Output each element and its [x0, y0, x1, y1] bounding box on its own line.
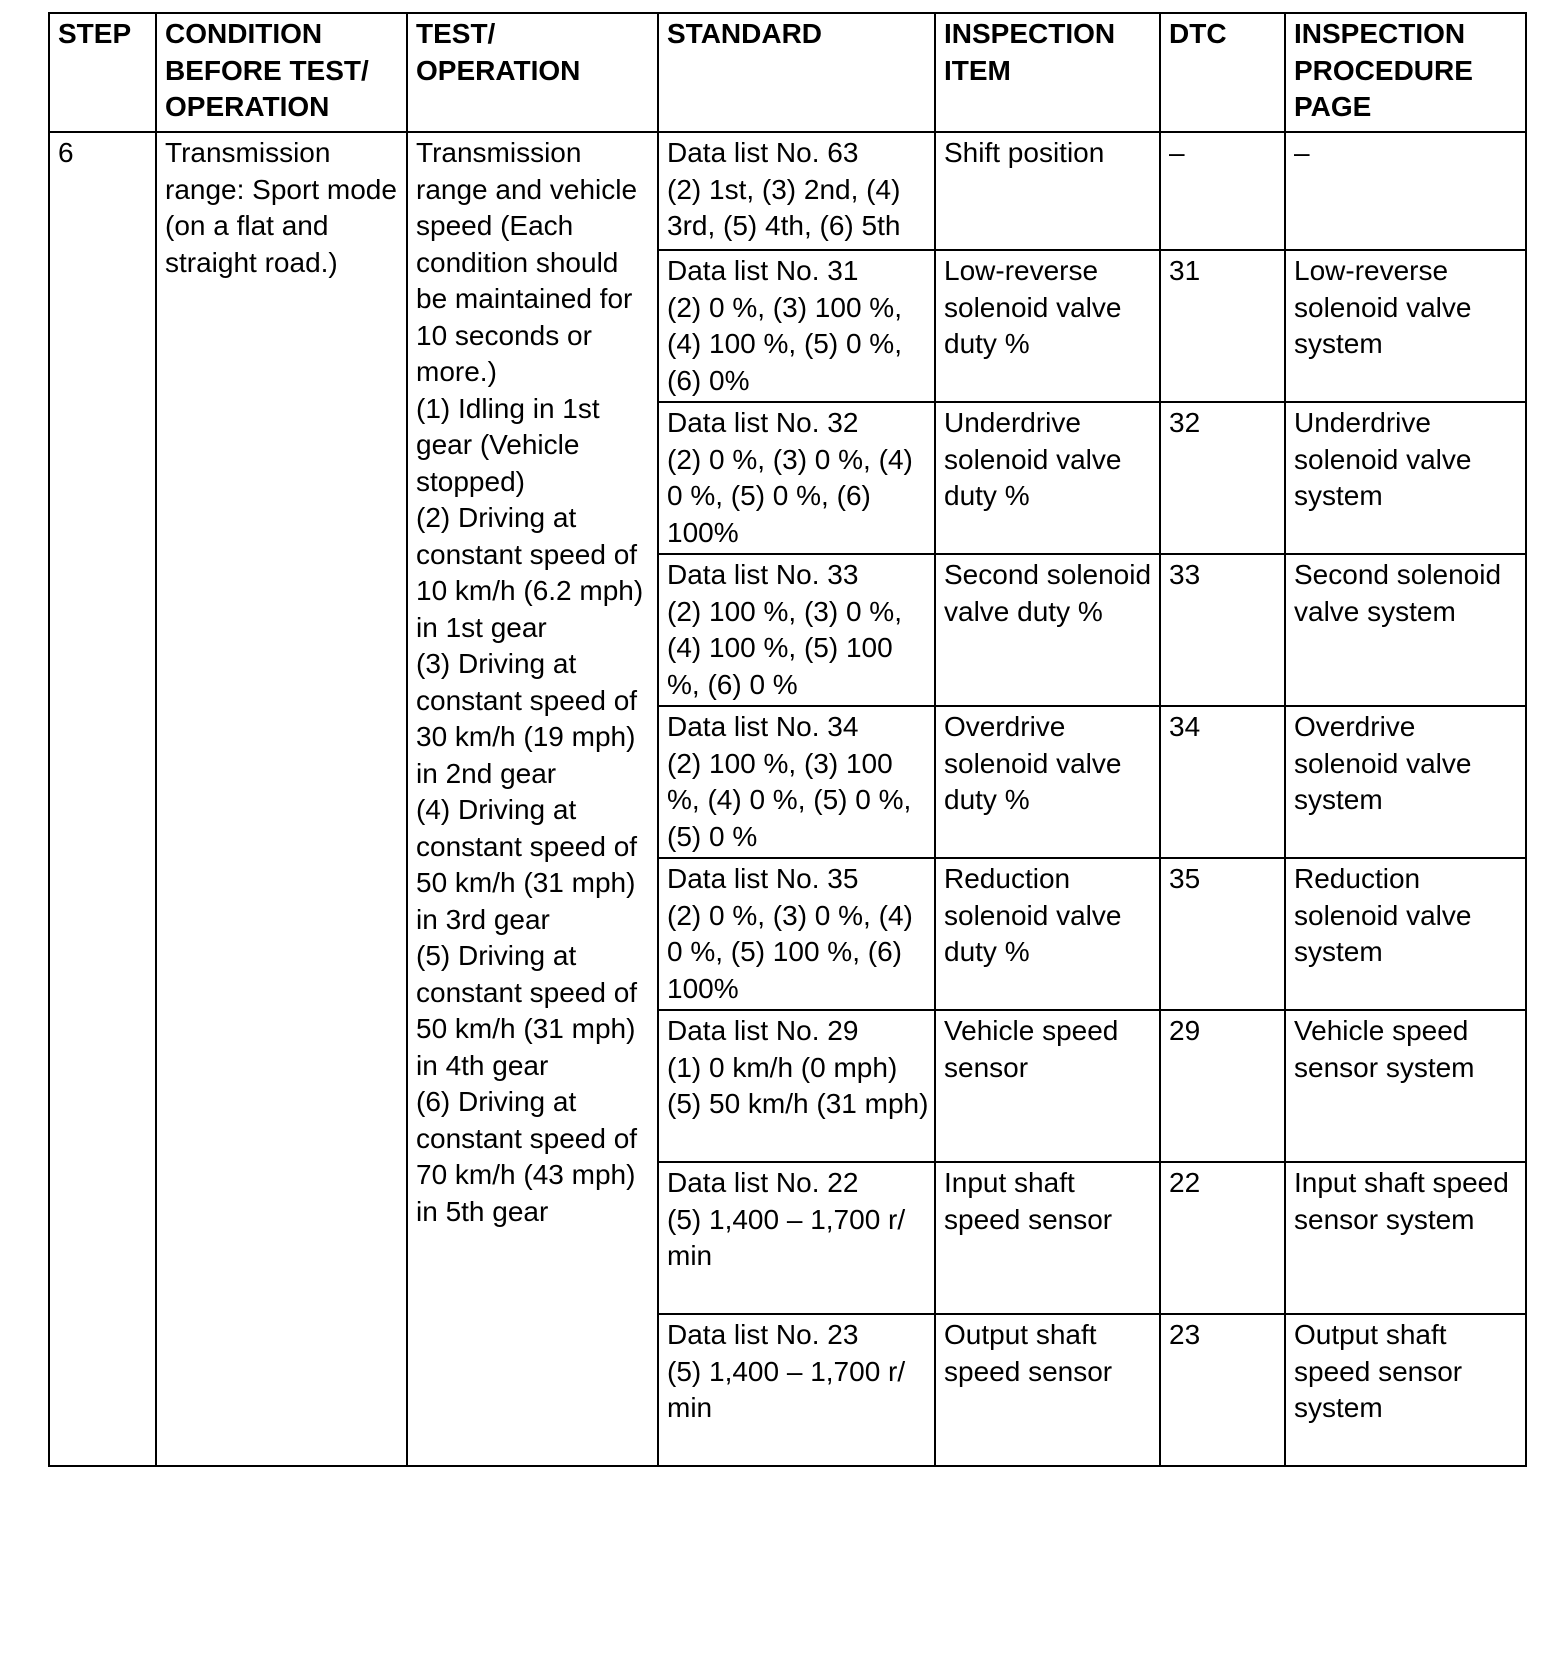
standard-cell: Data list No. 31 (2) 0 %, (3) 100 %, (4) 100 %, (5) 0 %, (6) 0%	[658, 250, 935, 402]
test-operation-cell: Transmission range and vehicle speed (Each condition should be maintained for 10 seconds or more.) (1) Idling in 1st gear (Vehicle stopped) (2) Driving at constant speed of 10 km/h (6.2 mph) in 1st gear (3) Driving at constant speed of 30 km/h (19 mph) in 2nd gear (4) Driving at constant speed of 50 km/h (31 mph) in 3rd gear (5) Driving at constant speed of 50 km/h (31 mph) in 4th gear (6) Driving at constant speed of 70 km/h (43 mph) in 5th gear	[407, 132, 658, 1466]
inspection-item-cell: Overdrive solenoid valve duty %	[935, 706, 1160, 858]
procedure-cell: Reduction solenoid valve system	[1285, 858, 1526, 1010]
inspection-item-cell: Input shaft speed sensor	[935, 1162, 1160, 1314]
standard-cell: Data list No. 23 (5) 1,400 – 1,700 r/ min	[658, 1314, 935, 1466]
inspection-item-cell: Output shaft speed sensor	[935, 1314, 1160, 1466]
header-condition: CONDITION BEFORE TEST/ OPERATION	[156, 13, 407, 132]
table-row	[49, 132, 1526, 250]
dtc-cell: 31	[1160, 250, 1285, 402]
procedure-cell: Second solenoid valve system	[1285, 554, 1526, 706]
step-cell: 6	[49, 132, 156, 1466]
inspection-sheet	[48, 12, 1527, 1467]
header-row	[49, 13, 1526, 132]
dtc-cell: 32	[1160, 402, 1285, 554]
standard-cell: Data list No. 33 (2) 100 %, (3) 0 %, (4) 100 %, (5) 100 %, (6) 0 %	[658, 554, 935, 706]
inspection-item-cell: Underdrive solenoid valve duty %	[935, 402, 1160, 554]
header-test-operation: TEST/ OPERATION	[407, 13, 658, 132]
procedure-cell: Output shaft speed sensor system	[1285, 1314, 1526, 1466]
inspection-item-cell: Second solenoid valve duty %	[935, 554, 1160, 706]
condition-cell: Transmission range: Sport mode (on a flat and straight road.)	[156, 132, 407, 1466]
header-dtc: DTC	[1160, 13, 1285, 132]
header-step: STEP	[49, 13, 156, 132]
standard-cell: Data list No. 32 (2) 0 %, (3) 0 %, (4) 0 %, (5) 0 %, (6) 100%	[658, 402, 935, 554]
procedure-cell: Vehicle speed sensor system	[1285, 1010, 1526, 1162]
table-header	[49, 13, 1526, 132]
standard-cell: Data list No. 22 (5) 1,400 – 1,700 r/ min	[658, 1162, 935, 1314]
dtc-cell: 29	[1160, 1010, 1285, 1162]
standard-cell: Data list No. 34 (2) 100 %, (3) 100 %, (4) 0 %, (5) 0 %, (5) 0 %	[658, 706, 935, 858]
dtc-cell: 33	[1160, 554, 1285, 706]
procedure-cell: –	[1285, 132, 1526, 250]
dtc-cell: 23	[1160, 1314, 1285, 1466]
procedure-cell: Input shaft speed sensor system	[1285, 1162, 1526, 1314]
dtc-cell: –	[1160, 132, 1285, 250]
inspection-item-cell: Shift position	[935, 132, 1160, 250]
inspection-item-cell: Reduction solenoid valve duty %	[935, 858, 1160, 1010]
standard-cell: Data list No. 63 (2) 1st, (3) 2nd, (4) 3rd, (5) 4th, (6) 5th	[658, 132, 935, 250]
table-body	[49, 132, 1526, 1466]
header-standard: STANDARD	[658, 13, 935, 132]
dtc-cell: 35	[1160, 858, 1285, 1010]
dtc-cell: 22	[1160, 1162, 1285, 1314]
dtc-cell: 34	[1160, 706, 1285, 858]
inspection-table	[48, 12, 1527, 1467]
standard-cell: Data list No. 29 (1) 0 km/h (0 mph) (5) 50 km/h (31 mph)	[658, 1010, 935, 1162]
header-inspection-item: INSPECTION ITEM	[935, 13, 1160, 132]
inspection-item-cell: Vehicle speed sensor	[935, 1010, 1160, 1162]
standard-cell: Data list No. 35 (2) 0 %, (3) 0 %, (4) 0 %, (5) 100 %, (6) 100%	[658, 858, 935, 1010]
inspection-item-cell: Low-reverse solenoid valve duty %	[935, 250, 1160, 402]
header-procedure-page: INSPECTION PROCEDURE PAGE	[1285, 13, 1526, 132]
procedure-cell: Overdrive solenoid valve system	[1285, 706, 1526, 858]
procedure-cell: Low-reverse solenoid valve system	[1285, 250, 1526, 402]
procedure-cell: Underdrive solenoid valve system	[1285, 402, 1526, 554]
